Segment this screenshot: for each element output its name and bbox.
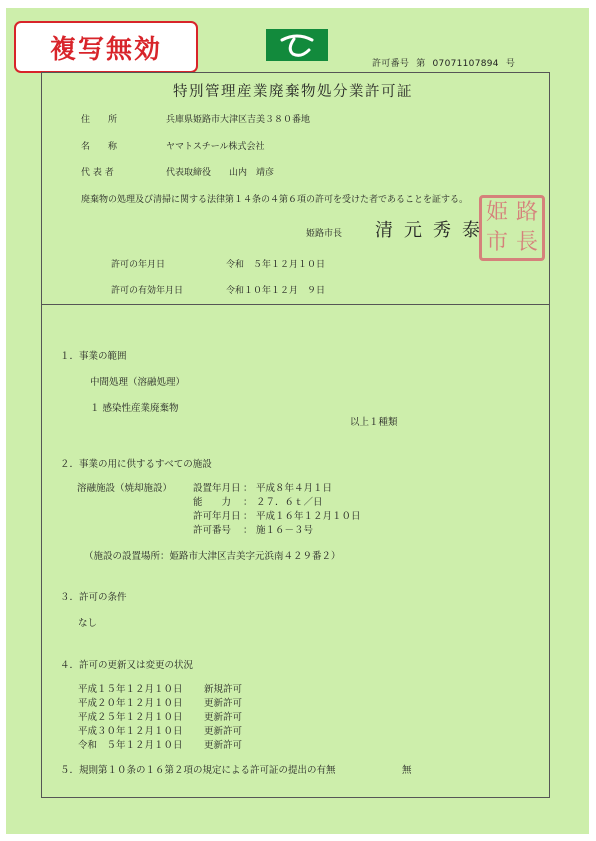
section1-item: １ 感染性産業廃棄物 — [90, 403, 179, 414]
facility-row-label: 能 力 — [193, 497, 232, 508]
history-date: 平成３０年１２月１０日 — [78, 726, 183, 737]
facility-row-value: 平成８年４月１日 — [256, 483, 333, 494]
section5-heading: ５．規則第１０条の１６第２項の規定による許可証の提出の有無 — [60, 765, 336, 776]
permit-date-value: 令和 ５年１２月１０日 — [226, 260, 326, 270]
history-date: 平成１５年１２月１０日 — [78, 684, 183, 695]
section3-heading: ３．許可の条件 — [60, 592, 127, 603]
permit-number-prefix: 第 — [416, 59, 426, 69]
facility-row-value: ２７．６ｔ／日 — [256, 497, 323, 508]
company-name-label: 名 称 — [81, 142, 118, 152]
certification-text: 廃棄物の処理及び清掃に関する法律第１４条の４第６項の許可を受けた者であることを証する。 — [81, 195, 469, 205]
facility-row-label: 設置年月日 — [193, 483, 241, 494]
permit-number-label: 許可番号 — [372, 59, 410, 69]
copy-invalid-stamp: 複写無効 — [14, 21, 198, 73]
issuer-title: 姫路市長 — [306, 229, 343, 239]
history-status: 新規許可 — [204, 684, 243, 695]
seal-char: 姫 — [485, 200, 508, 225]
history-status: 更新許可 — [204, 698, 243, 709]
section1-process: 中間処理（溶融処理） — [90, 377, 186, 388]
permit-number — [372, 56, 522, 69]
seal-char: 路 — [515, 200, 538, 225]
history-status: 更新許可 — [204, 740, 243, 751]
facility-row-colon: ： — [243, 497, 253, 508]
section3-body: なし — [78, 618, 98, 629]
section2-heading: ２．事業の用に供するすべての施設 — [60, 459, 212, 470]
valid-date-label: 許可の有効年月日 — [111, 286, 184, 296]
himeji-city-emblem-icon — [266, 29, 328, 61]
facility-row-value: 平成１６年１２月１０日 — [256, 511, 361, 522]
facility-row-label: 許可番号 — [193, 525, 232, 536]
facility-row-label: 許可年月日 — [193, 511, 241, 522]
representative-label: 代 表 者 — [81, 168, 114, 178]
history-status: 更新許可 — [204, 712, 243, 723]
company-name-value: ヤマトスチール株式会社 — [166, 142, 265, 152]
address-value: 兵庫県姫路市大津区吉美３８０番地 — [166, 115, 311, 125]
permit-date-label: 許可の年月日 — [111, 260, 166, 270]
seal-char: 長 — [515, 230, 538, 255]
valid-date-value: 令和１０年１２月 ９日 — [226, 286, 326, 296]
facility-location: （施設の設置場所：姫路市大津区吉美字元浜南４２９番２） — [84, 551, 341, 562]
facility-row-colon: ： — [243, 483, 253, 494]
facility-row-colon: ： — [243, 525, 253, 536]
facility-row-value: 施１６－３号 — [256, 525, 314, 536]
section4-heading: ４．許可の更新又は変更の状況 — [60, 660, 194, 671]
official-seal — [479, 195, 545, 261]
history-date: 平成２５年１２月１０日 — [78, 712, 183, 723]
permit-number-suffix: 号 — [505, 59, 516, 69]
history-date: 令和 ５年１２月１０日 — [78, 740, 183, 751]
address-label: 住 所 — [81, 115, 118, 125]
section5-value: 無 — [402, 765, 412, 776]
history-status: 更新許可 — [204, 726, 243, 737]
seal-char: 市 — [485, 230, 508, 255]
document-title: 特別管理産業廃棄物処分業許可証 — [173, 84, 413, 100]
section1-heading: １．事業の範囲 — [60, 351, 127, 362]
permit-number-value: 07071107894 — [432, 59, 499, 69]
history-date: 平成２０年１２月１０日 — [78, 698, 183, 709]
section1-total: 以上１種類 — [350, 417, 398, 428]
section-divider — [41, 304, 550, 305]
facility-row-colon: ： — [243, 511, 253, 522]
representative-value: 代表取締役 山内 靖彦 — [166, 168, 275, 178]
section2-facility: 溶融施設（焼却施設） — [77, 483, 173, 494]
issuer-name: 清元秀泰 — [375, 220, 491, 241]
